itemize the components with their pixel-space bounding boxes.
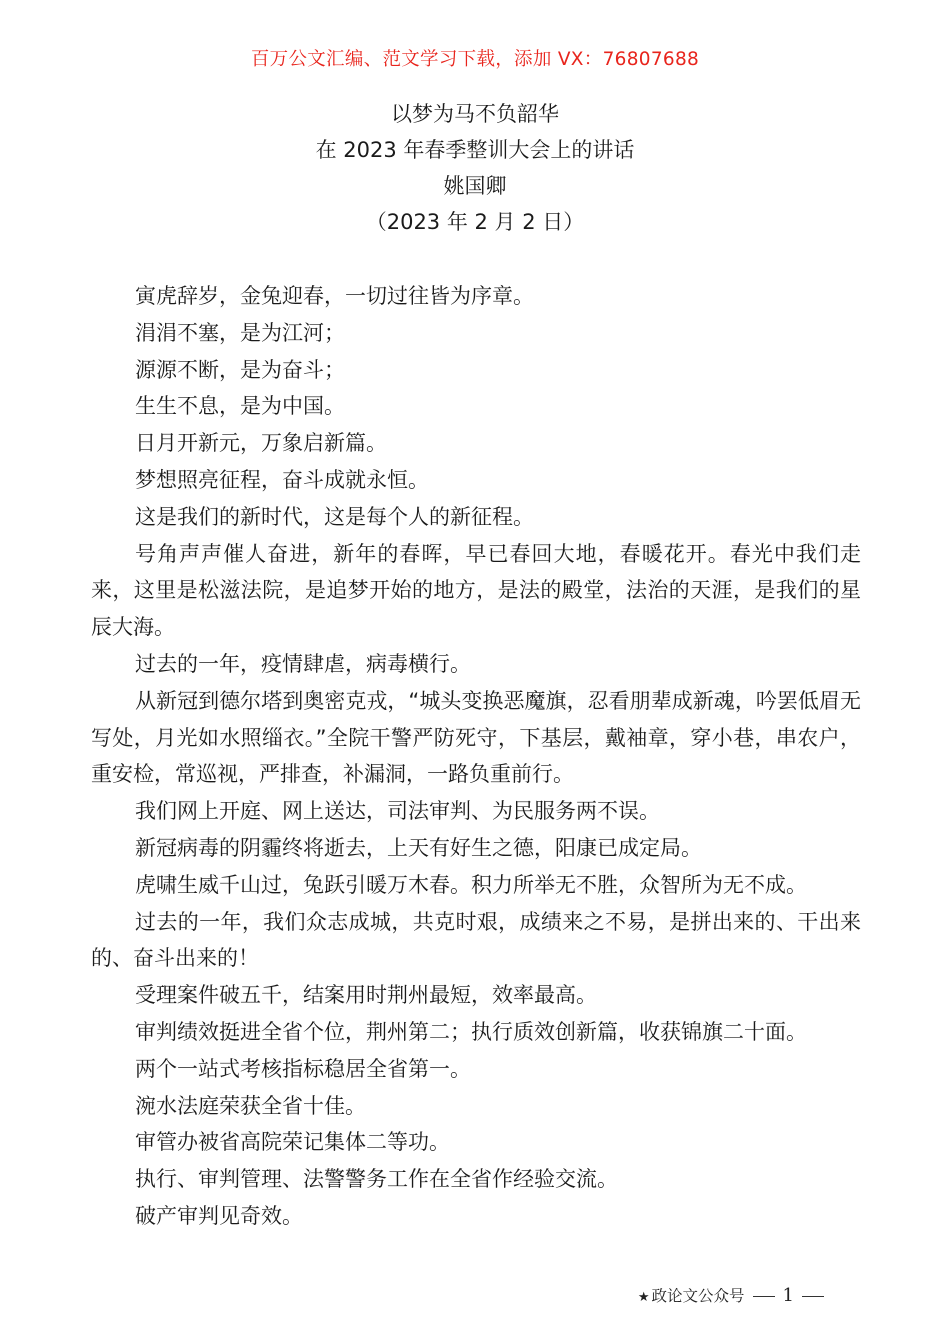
paragraph: 号角声声催人奋进，新年的春晖，早已春回大地，春暖花开。春光中我们走来，这里是松滋法院，是追梦开始的地方，是法的殿堂，法治的天涯，是我们的星辰大海。	[91, 541, 861, 640]
paragraph: 日月开新元，万象启新篇。	[135, 431, 387, 456]
paragraph: 过去的一年，疫情肆虐，病毒横行。	[135, 651, 471, 676]
paragraph: 新冠病毒的阴霾终将逝去，上天有好生之德，阳康已成定局。	[135, 835, 702, 860]
speech-title: 以梦为马不负韶华	[391, 102, 559, 126]
paragraph: 寅虎辞岁，金兔迎春，一切过往皆为序章。	[135, 284, 534, 308]
star-icon: ★	[637, 1290, 650, 1305]
paragraph: 这是我们的新时代，这是每个人的新征程。	[135, 504, 534, 529]
page-footer	[638, 1284, 832, 1308]
footer-label: 政论文公众号	[651, 1287, 745, 1305]
paragraph: 审管办被省高院荣记集体二等功。	[135, 1130, 450, 1155]
paragraph: 受理案件破五千，结案用时荆州最短，效率最高。	[135, 983, 597, 1008]
paragraph: 梦想照亮征程，奋斗成就永恒。	[135, 467, 429, 492]
paragraph: 我们网上开庭、网上送达，司法审判、为民服务两不误。	[135, 799, 660, 824]
paragraph: 破产审判见奇效。	[135, 1203, 303, 1228]
paragraph: 生生不息，是为中国。	[135, 394, 345, 419]
paragraph: 两个一站式考核指标稳居全省第一。	[135, 1056, 471, 1081]
paragraph: 涴水法庭荣获全省十佳。	[135, 1093, 366, 1118]
dash-divider	[753, 1296, 775, 1297]
paragraph: 涓涓不塞，是为江河；	[135, 320, 345, 345]
speech-date: （2023 年 2 月 2 日）	[365, 210, 585, 234]
paragraph: 源源不断，是为奋斗；	[135, 357, 345, 382]
page-number: 1	[782, 1285, 794, 1306]
speech-author: 姚国卿	[443, 174, 507, 198]
speech-subtitle: 在 2023 年春季整训大会上的讲话	[315, 138, 635, 162]
paragraph: 过去的一年，我们众志成城，共克时艰，成绩来之不易，是拼出来的、干出来的、奋斗出来的！	[91, 909, 861, 971]
paragraph: 虎啸生威千山过，兔跃引暖万木春。积力所举无不胜，众智所为无不成。	[135, 872, 807, 897]
dash-divider	[802, 1296, 824, 1297]
paragraph: 审判绩效挺进全省个位，荆州第二；执行质效创新篇，收获锦旗二十面。	[135, 1019, 807, 1044]
download-banner: 百万公文汇编、范文学习下载，添加 VX：76807688	[250, 49, 700, 70]
speech-body	[91, 278, 861, 1235]
title-block	[0, 96, 950, 240]
paragraph: 执行、审判管理、法警警务工作在全省作经验交流。	[135, 1167, 618, 1192]
paragraph: 从新冠到德尔塔到奥密克戎，“城头变换恶魔旗，忍看朋辈成新魂，吟罢低眉无写处，月光如水照缁衣。”全院干警严防死守，下基层，戴袖章，穿小巷，串农户，重安检，常巡视，严排查，补漏洞，一路负重前行。	[91, 688, 861, 787]
